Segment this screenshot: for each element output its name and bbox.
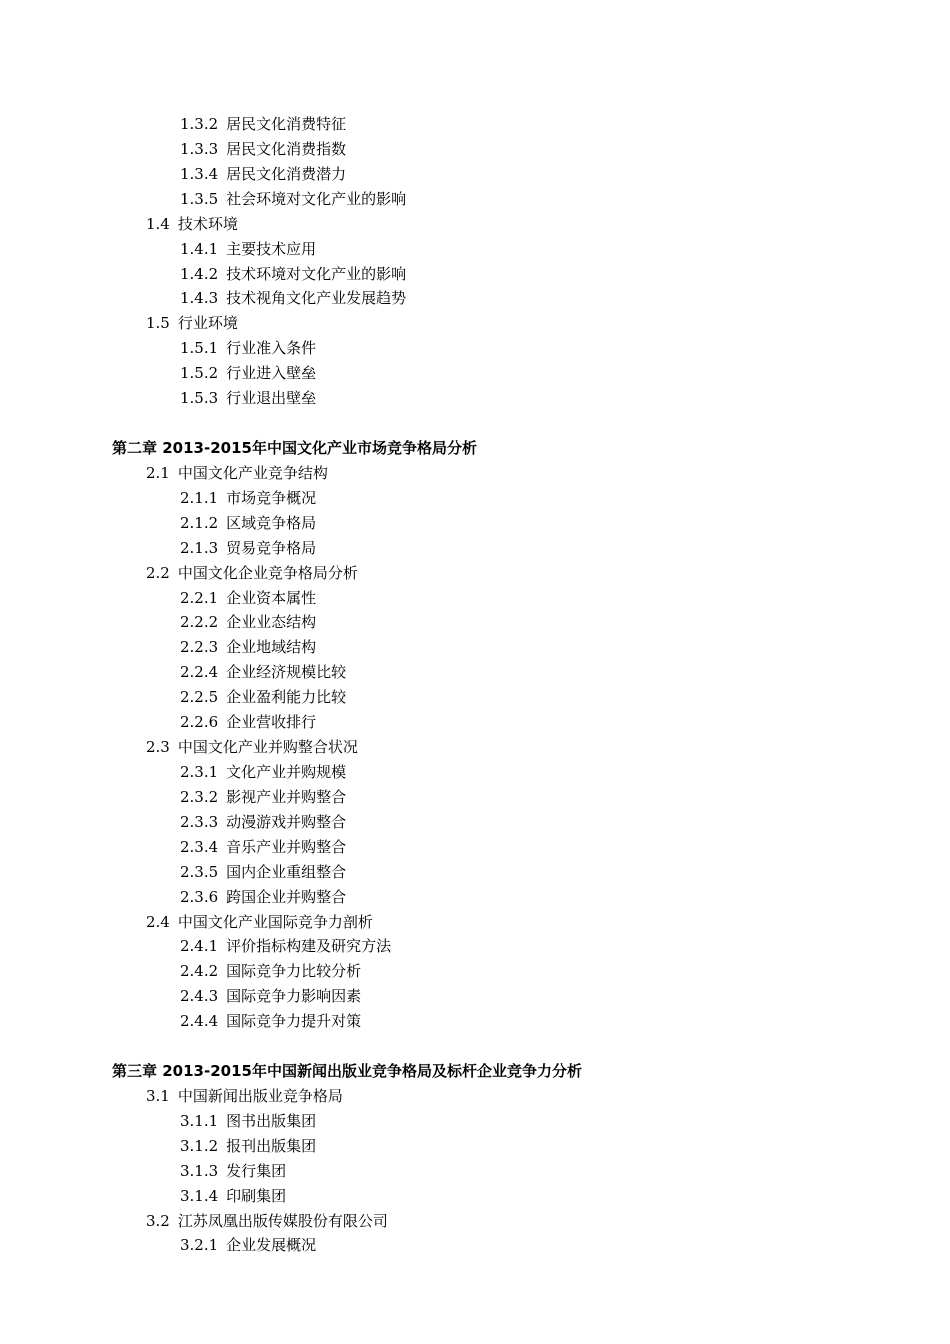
section-number: 2.2.5 (180, 688, 219, 707)
section-number: 2.2.6 (180, 713, 219, 732)
section-number: 2.4.1 (180, 937, 219, 956)
section-title: 江苏凤凰出版传媒股份有限公司 (177, 1211, 388, 1230)
toc-entry-2-1-1 (0, 486, 950, 511)
toc-entry-2-2-5 (0, 685, 950, 710)
toc-entry-1-4-1 (0, 237, 950, 262)
section-title: 文化产业并购规模 (226, 762, 347, 781)
toc-entry-2-3-2 (0, 785, 950, 810)
toc-entry-1-5 (0, 311, 950, 336)
toc-entry-3-2-1 (0, 1233, 950, 1258)
section-number: 2.4 (146, 912, 170, 931)
toc-entry-1-5-2 (0, 361, 950, 386)
toc-entry-2-4-3 (0, 984, 950, 1009)
section-number: 3.2 (146, 1211, 170, 1230)
section-title: 中国文化产业竞争结构 (177, 463, 328, 482)
section-number: 1.4.2 (180, 264, 219, 283)
toc-entry-1-3-4 (0, 162, 950, 187)
section-number: 2.2.4 (180, 663, 219, 682)
section-number: 2.4.3 (180, 987, 219, 1006)
toc-entry-2-3-3 (0, 810, 950, 835)
section-title: 贸易竞争格局 (226, 538, 317, 557)
section-title: 动漫游戏并购整合 (226, 812, 347, 831)
section-number: 2.2 (146, 563, 170, 582)
section-number: 2.3.1 (180, 762, 219, 781)
toc-entry-1-4-3 (0, 286, 950, 311)
section-title: 音乐产业并购整合 (226, 837, 347, 856)
toc-entry-2-2-1 (0, 586, 950, 611)
section-number: 2.2.1 (180, 588, 219, 607)
section-title: 图书出版集团 (226, 1111, 317, 1130)
section-title: 国内企业重组整合 (226, 862, 347, 881)
section-title: 发行集团 (226, 1161, 287, 1180)
section-title: 中国文化产业国际竞争力剖析 (177, 912, 373, 931)
section-number: 2.3.5 (180, 862, 219, 881)
section-title: 社会环境对文化产业的影响 (226, 189, 407, 208)
section-title: 中国文化企业竞争格局分析 (177, 563, 358, 582)
section-title: 企业盈利能力比较 (226, 688, 347, 707)
toc-entry-2-2-6 (0, 710, 950, 735)
section-number: 2.1 (146, 463, 170, 482)
section-title: 中国新闻出版业竞争格局 (177, 1086, 343, 1105)
toc-entry-2-3 (0, 735, 950, 760)
toc-entry-3-1-3 (0, 1159, 950, 1184)
toc-entry-1-3-3 (0, 137, 950, 162)
toc-entry-1-4 (0, 212, 950, 237)
section-title: 技术环境 (177, 214, 238, 233)
section-title: 行业准入条件 (226, 339, 317, 358)
section-number: 3.2.1 (180, 1236, 219, 1255)
section-number: 1.3.2 (180, 115, 219, 133)
section-title: 企业经济规模比较 (226, 663, 347, 682)
section-title: 市场竞争概况 (226, 488, 317, 507)
section-title: 影视产业并购整合 (226, 787, 347, 806)
section-title: 跨国企业并购整合 (226, 887, 347, 906)
section-number: 1.4.1 (180, 239, 219, 258)
section-number: 2.1.3 (180, 538, 219, 557)
section-number: 1.3.4 (180, 164, 219, 183)
section-number: 3.1.2 (180, 1136, 219, 1155)
toc-entry-3-1-2 (0, 1134, 950, 1159)
toc-entry-1-5-3 (0, 386, 950, 411)
section-number: 3.1.4 (180, 1186, 219, 1205)
toc-entry-2-1 (0, 461, 950, 486)
toc-entry-2-2 (0, 561, 950, 586)
section-title: 企业营收排行 (226, 713, 317, 732)
toc-entry-2-3-5 (0, 860, 950, 885)
section-number: 1.5 (146, 314, 170, 333)
section-number: 1.3.5 (180, 189, 219, 208)
section-title: 国际竞争力提升对策 (226, 1012, 362, 1031)
section-title: 印刷集团 (226, 1186, 287, 1205)
toc-entry-3-1-1 (0, 1109, 950, 1134)
section-number: 1.5.2 (180, 364, 219, 383)
section-number: 2.3.6 (180, 887, 219, 906)
toc-entry-2-1-2 (0, 511, 950, 536)
toc-entry-2-2-4 (0, 660, 950, 685)
section-title: 企业地域结构 (226, 638, 317, 657)
table-of-contents (0, 112, 950, 1258)
toc-entry-2-4 (0, 910, 950, 935)
toc-entry-1-3-5 (0, 187, 950, 212)
section-number: 1.4 (146, 214, 170, 233)
section-title: 中国文化产业并购整合状况 (177, 738, 358, 757)
section-title: 主要技术应用 (226, 239, 317, 258)
section-title: 技术视角文化产业发展趋势 (226, 289, 407, 308)
section-title: 行业退出壁垒 (226, 389, 317, 408)
toc-entry-2-3-1 (0, 760, 950, 785)
section-number: 1.4.3 (180, 289, 219, 308)
toc-entry-3-1 (0, 1084, 950, 1109)
section-number: 2.1.2 (180, 513, 219, 532)
toc-entry-2-3-4 (0, 835, 950, 860)
toc-entry-2-3-6 (0, 885, 950, 910)
section-number: 2.3.3 (180, 812, 219, 831)
section-number: 2.2.2 (180, 613, 219, 632)
section-title: 企业资本属性 (226, 588, 317, 607)
chapter-3-heading: 第三章 2013-2015年中国新闻出版业竞争格局及标杆企业竞争力分析 (112, 1062, 582, 1081)
section-title: 行业环境 (177, 314, 238, 333)
section-title: 居民文化消费特征 (226, 115, 347, 133)
section-title: 国际竞争力比较分析 (226, 962, 362, 981)
section-number: 1.5.1 (180, 339, 219, 358)
section-number: 1.5.3 (180, 389, 219, 408)
section-title: 报刊出版集团 (226, 1136, 317, 1155)
toc-entry-2-4-4 (0, 1009, 950, 1034)
section-title: 评价指标构建及研究方法 (226, 937, 392, 956)
section-number: 2.2.3 (180, 638, 219, 657)
spacer (0, 411, 950, 436)
section-number: 2.3 (146, 738, 170, 757)
section-number: 2.3.4 (180, 837, 219, 856)
toc-entry-2-1-3 (0, 536, 950, 561)
section-title: 企业发展概况 (226, 1236, 317, 1255)
section-title: 技术环境对文化产业的影响 (226, 264, 407, 283)
section-number: 1.3.3 (180, 139, 219, 158)
toc-entry-2-4-1 (0, 934, 950, 959)
toc-entry-3-1-4 (0, 1184, 950, 1209)
toc-entry-2-2-2 (0, 610, 950, 635)
section-number: 2.3.2 (180, 787, 219, 806)
section-title: 企业业态结构 (226, 613, 317, 632)
section-title: 国际竞争力影响因素 (226, 987, 362, 1006)
spacer (0, 1034, 950, 1059)
section-title: 居民文化消费指数 (226, 139, 347, 158)
section-number: 2.4.4 (180, 1012, 219, 1031)
section-number: 3.1.1 (180, 1111, 219, 1130)
section-number: 3.1 (146, 1086, 170, 1105)
section-number: 2.1.1 (180, 488, 219, 507)
toc-entry-3-2 (0, 1209, 950, 1234)
section-number: 3.1.3 (180, 1161, 219, 1180)
toc-entry-2-4-2 (0, 959, 950, 984)
toc-entry-2-2-3 (0, 635, 950, 660)
section-number: 2.4.2 (180, 962, 219, 981)
section-title: 区域竞争格局 (226, 513, 317, 532)
section-title: 行业进入壁垒 (226, 364, 317, 383)
toc-entry-1-4-2 (0, 262, 950, 287)
section-title: 居民文化消费潜力 (226, 164, 347, 183)
toc-entry-1-3-2 (0, 112, 950, 137)
chapter-2-heading: 第二章 2013-2015年中国文化产业市场竞争格局分析 (112, 438, 477, 457)
toc-entry-1-5-1 (0, 336, 950, 361)
